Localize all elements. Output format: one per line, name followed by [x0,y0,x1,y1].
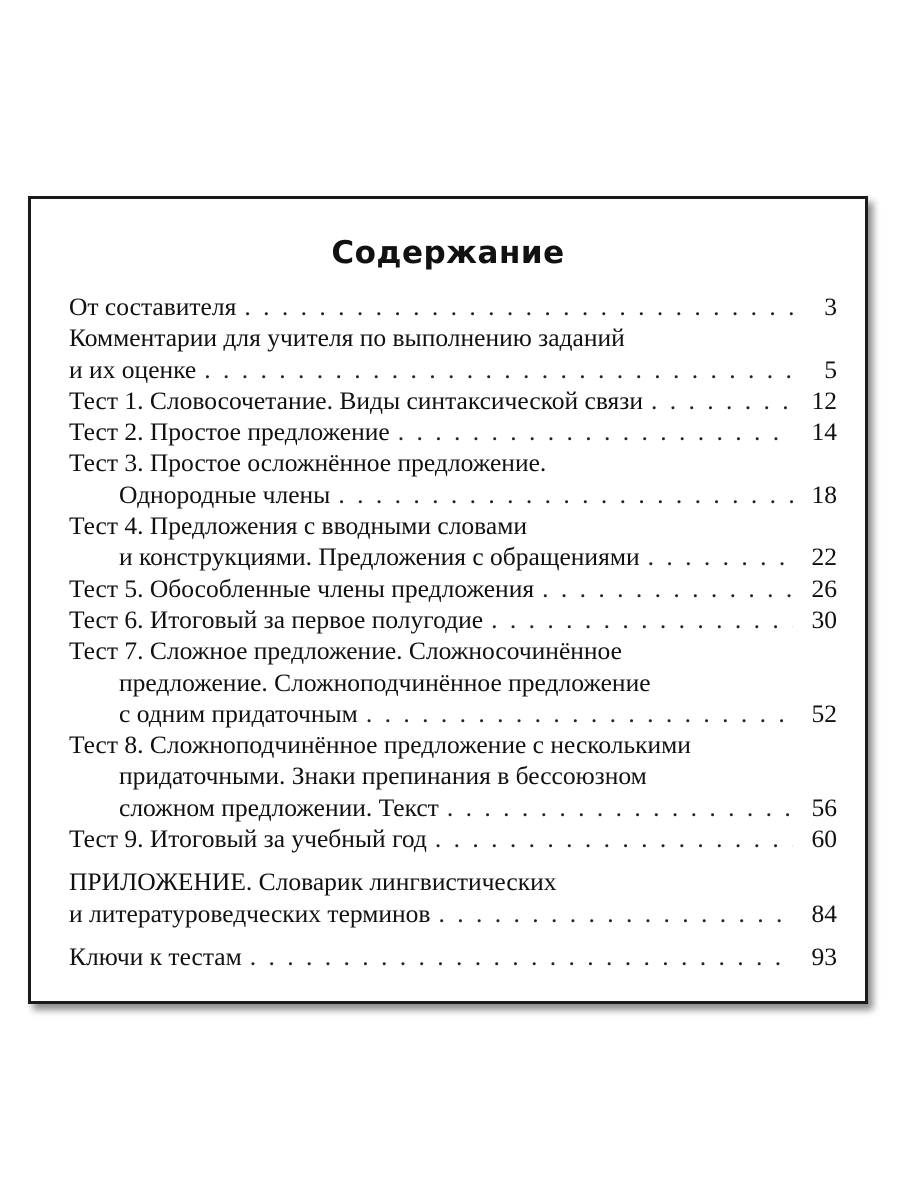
toc-entry-text: и их оценке [69,354,197,384]
toc-entry-line [69,354,837,385]
toc-entry[interactable] [69,635,837,729]
toc-entry[interactable] [69,866,837,929]
dot-leader [439,792,793,823]
toc-entry[interactable] [69,729,837,823]
toc-entry-line [69,604,837,635]
contents-frame [28,196,868,1004]
toc-entry[interactable] [69,573,837,604]
dot-leader [483,604,793,635]
toc-entry-line [69,729,837,760]
toc-page-number: 52 [811,698,837,728]
toc-page-number: 14 [811,417,837,447]
toc-entry-text: сложном предложении. Текст [119,792,439,822]
toc-entry-line [69,291,837,322]
toc-entry-text: Комментарии для учителя по выполнению заданий [69,323,625,353]
toc-page-number: 5 [824,354,837,384]
page-title: Содержание [331,235,565,271]
dot-leader [640,541,793,572]
toc-entry-text: и литературоведческих терминов [69,898,431,928]
table-of-contents [69,291,837,972]
toc-page-number: 93 [811,941,837,971]
toc-entry[interactable] [69,510,837,573]
toc-page-number: 60 [811,824,837,854]
dot-leader [236,291,793,322]
dot-leader [196,354,793,385]
toc-entry-text: Тест 3. Простое осложнённое предложение. [69,448,547,478]
toc-page-number: 30 [811,604,837,634]
toc-entry-line [69,447,837,478]
toc-page-number: 22 [811,542,837,572]
toc-entry-line [69,416,837,447]
toc-entry-text: ПРИЛОЖЕНИЕ. Словарик лингвистических [69,867,557,897]
toc-entry-line [69,510,837,541]
toc-entry-line [69,823,837,854]
toc-entry[interactable] [69,416,837,447]
toc-entry-line [69,322,837,353]
toc-entry-line [69,667,837,698]
toc-entry-line [69,573,837,604]
toc-page-number: 3 [824,292,837,321]
toc-entry-text: и конструкциями. Предложения с обращениями [119,542,640,572]
toc-entry-line [69,760,837,791]
toc-entry-text: Ключи к тестам [69,941,242,971]
toc-entry[interactable] [69,823,837,854]
toc-entry-line [69,698,837,729]
toc-entry-line [69,385,837,416]
toc-entry[interactable] [69,322,837,385]
toc-entry-text: Тест 5. Обособленные члены предложения [69,573,535,603]
toc-page-number: 18 [811,479,837,509]
toc-entry[interactable] [69,941,837,972]
toc-entry-text: Тест 4. Предложения с вводными словами [69,511,527,541]
toc-entry-line [69,541,837,572]
toc-entry-line [69,898,837,929]
dot-leader [643,385,793,416]
toc-page-number: 84 [811,898,837,928]
toc-entry[interactable] [69,447,837,510]
toc-entry-text: придаточными. Знаки препинания в бессоюзном [119,761,647,791]
toc-entry[interactable] [69,385,837,416]
dot-leader [242,941,793,972]
toc-entry-text: с одним придаточным [119,698,358,728]
toc-entry-text: Тест 7. Сложное предложение. Сложносочинённое [69,636,622,666]
toc-entry-line [69,792,837,823]
toc-entry-line [69,941,837,972]
toc-entry-line [69,635,837,666]
toc-entry-text: От составителя [69,292,237,321]
toc-entry-line [69,479,837,510]
dot-leader [330,479,793,510]
toc-entry[interactable] [69,604,837,635]
toc-entry-text: предложение. Сложноподчинённое предложение [119,667,651,697]
toc-entry-line [69,866,837,897]
dot-leader [390,416,793,447]
toc-page-number: 12 [811,385,837,415]
dot-leader [427,823,793,854]
toc-page-number: 56 [811,792,837,822]
toc-entry[interactable] [69,291,837,322]
dot-leader [430,898,793,929]
toc-page-number: 26 [811,573,837,603]
toc-entry-text: Тест 1. Словосочетание. Виды синтаксической связи [69,385,643,415]
dot-leader [534,573,793,604]
toc-entry-text: Тест 8. Сложноподчинённое предложение с несколькими [69,730,691,760]
toc-entry-text: Тест 2. Простое предложение [69,417,390,447]
toc-entry-text: Однородные члены [119,479,331,509]
dot-leader [358,698,793,729]
toc-entry-text: Тест 9. Итоговый за учебный год [69,824,427,854]
toc-entry-text: Тест 6. Итоговый за первое полугодие [69,604,484,634]
